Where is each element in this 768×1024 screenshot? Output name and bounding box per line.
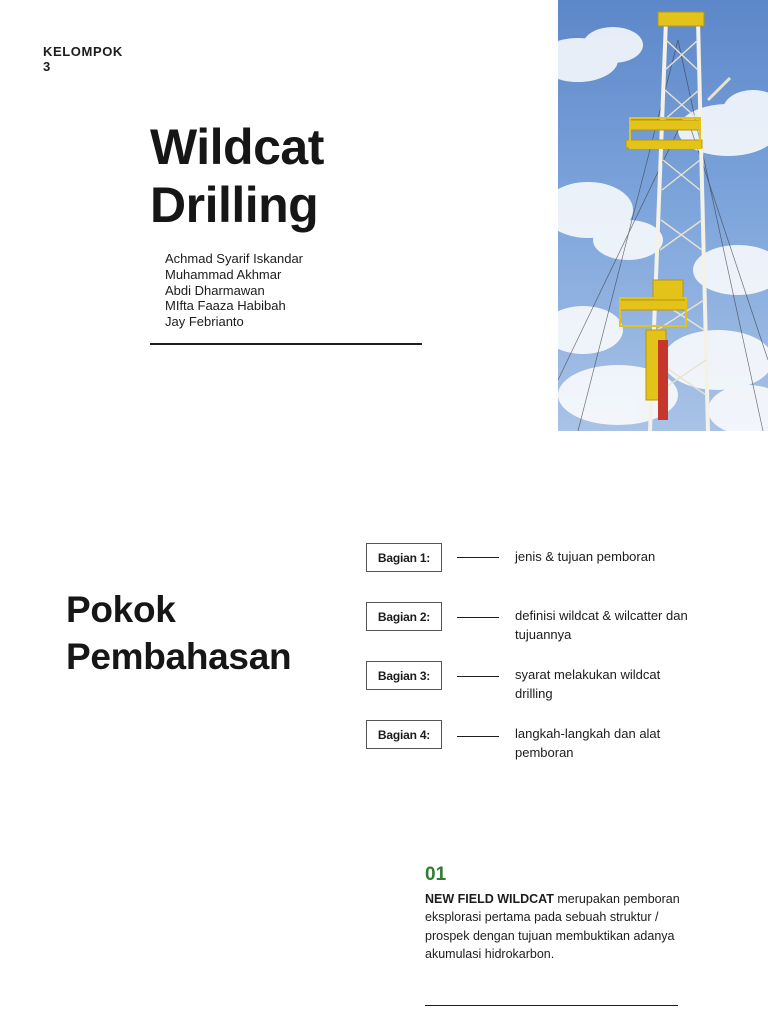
author-list	[165, 251, 303, 330]
author-name: Jay Febrianto	[165, 314, 244, 330]
bagian-1-text: jenis & tujuan pemboran	[515, 549, 656, 564]
author-name: Muhammad Akhmar	[165, 266, 282, 282]
bagian-4-connector	[457, 736, 499, 737]
bagian-4-label: Bagian 4:	[366, 720, 442, 749]
section-01	[425, 864, 685, 963]
outline-title-line-1: Pokok	[66, 589, 176, 630]
title-line-2: Drilling	[150, 177, 319, 233]
title-line-1: Wildcat	[150, 119, 324, 175]
drilling-rig-illustration	[558, 0, 768, 431]
bagian-2-connector	[457, 617, 499, 618]
bagian-1-label: Bagian 1:	[366, 543, 442, 572]
section-lead: NEW FIELD WILDCAT	[425, 892, 554, 906]
bagian-3-label: Bagian 3:	[366, 661, 442, 690]
bagian-3-connector	[457, 676, 499, 677]
outline-title	[66, 586, 291, 680]
bagian-3-text: syarat melakukan wildcat drilling	[515, 667, 661, 701]
author-name: Abdi Dharmawan	[165, 282, 265, 298]
page-title	[150, 118, 324, 234]
outline-title-line-2: Pembahasan	[66, 636, 292, 677]
section-divider	[425, 1005, 678, 1006]
drilling-rig-photo	[558, 0, 768, 431]
section-body	[425, 890, 685, 963]
bagian-4-text: langkah-langkah dan alat pemboran	[515, 726, 661, 760]
section-number: 01	[425, 864, 447, 885]
bagian-2-text: definisi wildcat & wilcatter dan tujuannya	[515, 608, 688, 642]
bagian-2-label: Bagian 2:	[366, 602, 442, 631]
section-description: merupakan pemboran eksplorasi pertama pada sebuah struktur / prospek dengan tujuan membuktikan adanya akumulasi hidrokarbon.	[425, 892, 680, 961]
title-divider	[150, 343, 422, 345]
group-label: KELOMPOK 3	[43, 44, 123, 74]
author-name: Achmad Syarif Iskandar	[165, 251, 304, 266]
bagian-1-connector	[457, 557, 499, 558]
author-name: MIfta Faaza Habibah	[165, 298, 286, 314]
